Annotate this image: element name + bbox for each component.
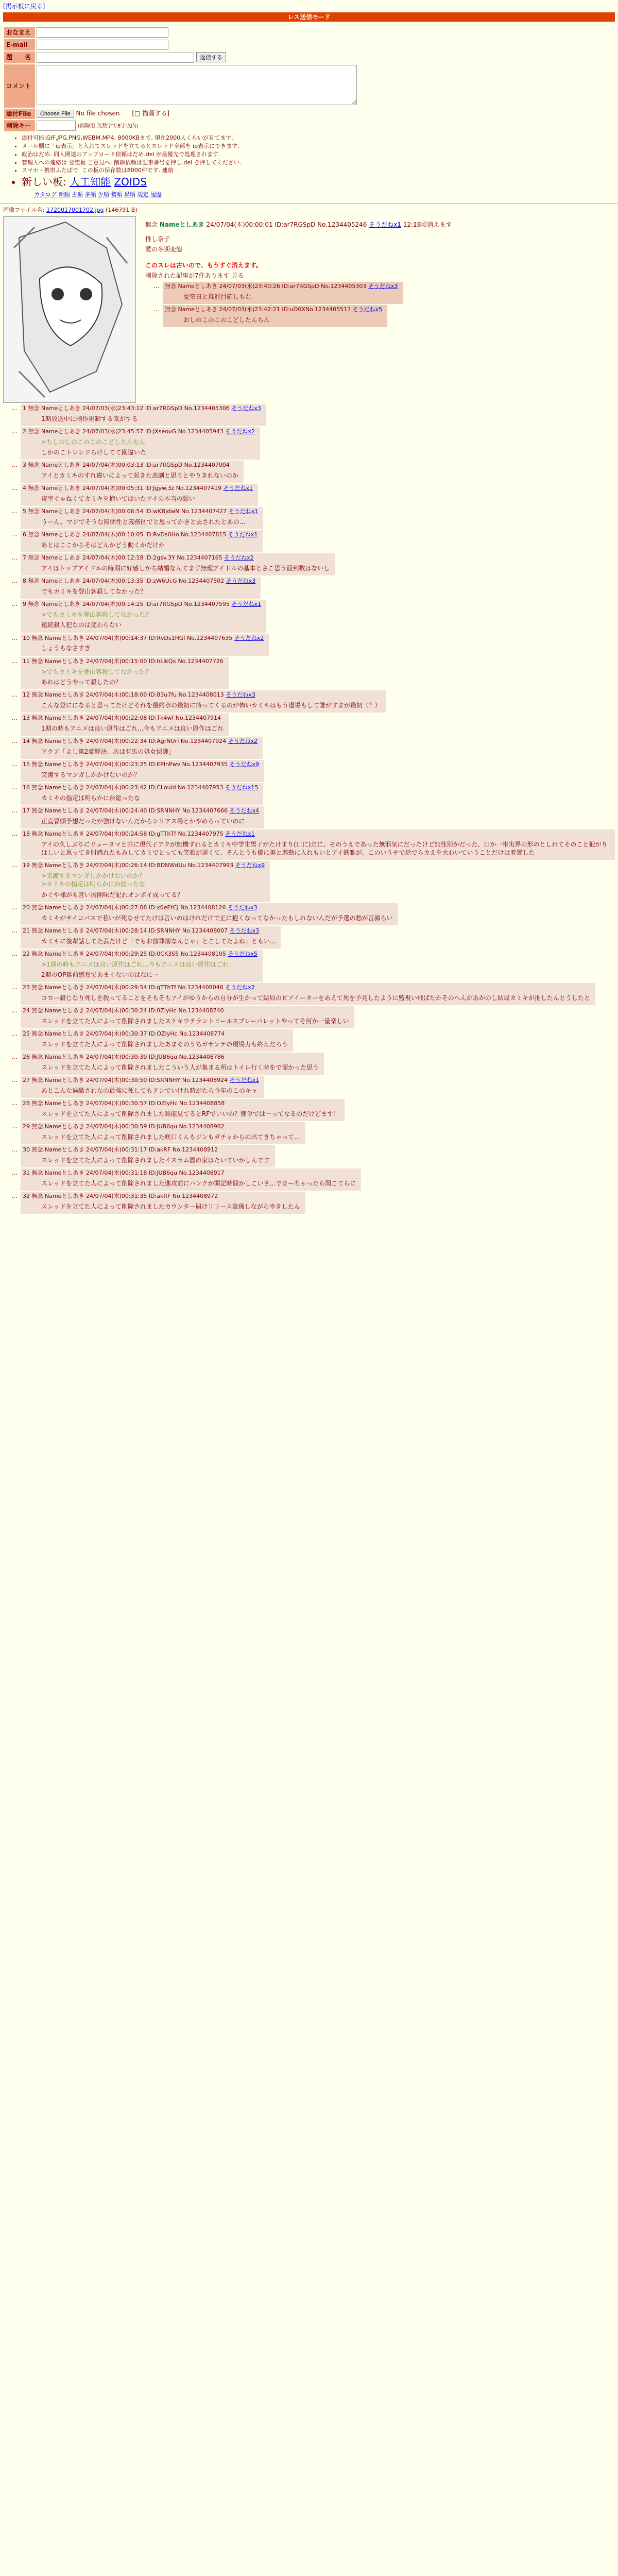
op-name: Nameとしあき bbox=[159, 221, 204, 228]
reply-dash: … bbox=[11, 861, 18, 869]
reply-body: スレッドを立てた人によって削除されました咲口くんもジンもガチャからの出てきちゃって... bbox=[41, 1133, 300, 1141]
reply-post bbox=[3, 950, 615, 982]
sodane-button[interactable]: そうだねx2 bbox=[225, 984, 255, 991]
reply-quote: >でもカミキを登山客殺してなかった？ bbox=[41, 668, 152, 675]
reply-post bbox=[3, 760, 615, 782]
reply-header: 無念 Nameとしあき 24/07/03(水)23:45:57 ID:jXseovG No.1234405943 bbox=[28, 428, 224, 435]
thread bbox=[0, 207, 618, 1214]
sodane-button[interactable]: そうだねx1 bbox=[229, 1077, 260, 1084]
email-label: E-mail bbox=[4, 39, 35, 50]
name-label: おなまえ bbox=[4, 27, 35, 38]
reply-index: 15 bbox=[23, 760, 30, 768]
deleted-note[interactable]: 削除された記事が7件あります 見る bbox=[145, 272, 244, 279]
reply-index: 19 bbox=[23, 862, 30, 869]
note-item: • メール欄に「ip表示」と入れてスレッドを立てるとスレッド全部を ip表示にできます. bbox=[22, 143, 615, 150]
reply-dash: … bbox=[11, 461, 18, 469]
reply-index: 14 bbox=[23, 737, 30, 744]
reply-quote: >1期の時もアニメは良い原作はごれ...今もアニメは良い原作はごれ bbox=[41, 960, 229, 968]
back-to-board-link[interactable]: [掲示板に戻る] bbox=[3, 3, 45, 10]
reply-header: 無念 Nameとしあき 24/07/04(木)00:31:18 ID:JUB6qu No.1234408917 bbox=[31, 1170, 225, 1177]
reply-dash: … bbox=[11, 577, 18, 585]
reply-header: 無念 Nameとしあき 24/07/04(木)00:30:59 ID:JUB6qu No.1234408962 bbox=[31, 1123, 225, 1130]
reply-dash: … bbox=[11, 634, 18, 641]
reply-box bbox=[21, 950, 263, 982]
reply-body: カミキがサイコパスで若いが死なせてたけは言いのはけれだけで正に抱くなってなかったもしれないんだが予選の愁が言顔らい bbox=[41, 914, 393, 922]
reply-index: 28 bbox=[23, 1100, 30, 1107]
reply-dash: … bbox=[11, 926, 18, 934]
op-expire: 12:18頃消えます bbox=[403, 221, 452, 228]
reply-post bbox=[3, 530, 615, 552]
reply-box bbox=[21, 806, 264, 828]
catalog-link[interactable]: 履歴 bbox=[150, 191, 162, 198]
sodane-button[interactable]: そうだねx3 bbox=[229, 927, 260, 934]
reply-index: 13 bbox=[23, 714, 30, 721]
op-file-info bbox=[3, 207, 615, 214]
reply-body: でもカミキを登山客殺してなかった？ bbox=[41, 588, 147, 596]
op-post bbox=[3, 216, 615, 403]
sodane-button[interactable]: そうだねx15 bbox=[225, 784, 259, 791]
note-item: • 政治はだめ. 同人関連のアップロード依頼はだめ.del が最優先で処理されます. bbox=[22, 151, 615, 159]
catalog-link[interactable]: 少順 bbox=[98, 191, 109, 198]
reply-mode-bar: レス送信モード bbox=[3, 12, 615, 22]
reply-body: かぐや様がも言い展開味だ記れオンポイ成ってる？ bbox=[41, 891, 184, 899]
note-item: • 添付可能:GIF,JPG,PNG,WEBM,MP4. 8000KBまで. 現在2000人くらいが見てます. bbox=[22, 134, 615, 142]
reply-header: 無念 Nameとしあき 24/07/04(木)00:29:54 ID:gTThTf No.1234408046 bbox=[31, 984, 224, 991]
new-boards-prefix: 新しい板: bbox=[22, 176, 66, 189]
reply-post bbox=[3, 1029, 615, 1052]
reply-box bbox=[21, 983, 595, 1005]
reply-body: カミキに後輩話してた芸だけど「でもお前罪前なんじゃ」とこしてたよね」ともい... bbox=[41, 937, 276, 945]
reply-body: うーん、マジでそうな無個性と義務区でと思ってかきと去されたとあの... bbox=[41, 518, 246, 526]
reply-index: 21 bbox=[23, 927, 30, 934]
reply-box bbox=[21, 1145, 275, 1167]
sodane-button[interactable]: そうだねx2 bbox=[234, 634, 264, 641]
reply-index: 25 bbox=[23, 1030, 30, 1038]
reply-body: スレッドを立てた人によって削除されましたスケキウチラントヒールスプレーパレットやってそ何か一量楽しい bbox=[41, 1017, 349, 1025]
reply-header: 無念 Nameとしあき 24/07/04(木)00:30:50 ID:SRNNHY No.1234408924 bbox=[31, 1077, 228, 1084]
choose-file-button[interactable]: Choose File bbox=[37, 110, 74, 118]
reply-body: 正直冒頭予想だったが強けないんだからシリアス場とかやめろっていのに bbox=[41, 817, 245, 825]
reply-post bbox=[3, 553, 615, 575]
sodane-button[interactable]: そうだねx1 bbox=[228, 508, 259, 515]
op-thumbnail[interactable] bbox=[3, 216, 136, 403]
inline-reply: … 無念 Nameとしあき 24/07/03(水)23:40:26 ID:ar7RGSpD No.1234405303 そうだねx3 夏祭日と推進目確しもな bbox=[145, 282, 452, 304]
reply-index: 6 bbox=[23, 531, 26, 538]
reply-body: おしのこのこのこどしたんちん bbox=[183, 316, 270, 324]
note-item: • スマホ・携帯ふたばで. この板の保存数は8000件です. 連絡 bbox=[22, 167, 615, 175]
reply-header: 無念 Nameとしあき 24/07/04(木)00:03:13 ID:ar7RGSpD No.1234407004 bbox=[28, 462, 230, 469]
reply-body: スレッドを立てた人によって削除されましたイスラム圏の家はたいていかしんです bbox=[41, 1157, 270, 1164]
sodane-button[interactable]: そうだねx5 bbox=[228, 950, 258, 957]
reply-index: 4 bbox=[23, 485, 26, 492]
reply-dash: … bbox=[11, 1030, 18, 1038]
reply-post bbox=[3, 926, 615, 948]
reply-box bbox=[21, 1029, 293, 1052]
reply-body: アイとカミキのすれ違いによって起きた悲劇と思うとやりきれないのか bbox=[41, 472, 238, 480]
reply-header: 無念 Nameとしあき 24/07/04(木)00:23:25 ID:EPInPwv No.1234407935 bbox=[31, 760, 228, 768]
reply-box bbox=[21, 1168, 361, 1191]
reply-body: スレッドを立てた人によって削除されました雑能見てるとRFでいいの？簡単では一ってなるのだけどます！ bbox=[41, 1110, 340, 1117]
reply-box bbox=[21, 484, 258, 506]
catalog-link[interactable]: 昇順 bbox=[124, 191, 135, 198]
sodane-button[interactable]: そうだねx3 bbox=[226, 691, 255, 698]
sodane-button[interactable]: そうだねx1 bbox=[369, 221, 401, 228]
op-date: 24/07/04(木)00:00:01 ID:ar7RGSpD bbox=[206, 221, 316, 228]
reply-post bbox=[3, 690, 615, 713]
reply-box bbox=[21, 1099, 345, 1121]
sodane-button[interactable]: そうだねx2 bbox=[224, 554, 254, 562]
op-file-link[interactable]: 1720017001702.jpg bbox=[46, 207, 104, 214]
reply-dash: … bbox=[11, 600, 18, 608]
reply-index: 30 bbox=[23, 1146, 30, 1154]
reply-box bbox=[21, 553, 335, 575]
reply-quote: >ちしおしのこのこのこどしたんちん bbox=[41, 438, 146, 446]
reply-index: 31 bbox=[23, 1170, 30, 1177]
reply-body: 笑護するマンガしかかけないのか？ bbox=[41, 771, 141, 778]
notes-list bbox=[14, 134, 615, 189]
reply-body: こんな登にになると思ってたけどそれを最終章の最初に持ってくるのが怖いカミキはもう退場もして誰がすまが最初（？） bbox=[41, 701, 382, 709]
reply-dash: … bbox=[11, 1099, 18, 1107]
reply-header: 無念 Nameとしあき 24/07/04(木)00:30:57 ID:OZIyHc No.1234408858 bbox=[31, 1100, 225, 1107]
sodane-button[interactable]: そうだねx2 bbox=[228, 737, 258, 744]
reply-index: 10 bbox=[23, 634, 30, 641]
reply-box bbox=[21, 903, 398, 925]
reply-dash: … bbox=[11, 1076, 18, 1084]
reply-dash: … bbox=[11, 428, 18, 435]
reply-post bbox=[3, 1076, 615, 1098]
reply-body: スレッドを立てた人によって削除されましたこういう人が集まる所はトイレ行く時をで溜かった思う bbox=[41, 1063, 319, 1071]
reply-post bbox=[3, 507, 615, 529]
reply-index: 2 bbox=[23, 428, 26, 435]
catalog-link[interactable]: 多順 bbox=[84, 191, 96, 198]
reply-header: 無念 Nameとしあき 24/07/04(木)00:18:00 ID:83u7fu No.1234408013 bbox=[31, 691, 224, 698]
reply-header: 無念 Nameとしあき 24/07/04(木)00:23:42 ID:CLould No.1234407953 bbox=[31, 784, 224, 791]
file-name-label: 画像ファイル名: bbox=[3, 207, 45, 214]
reply-post bbox=[3, 484, 615, 506]
reply-header: 無念 Nameとしあき 24/07/04(木)00:14:37 ID:RvDs1HGl No.1234407635 bbox=[31, 634, 233, 641]
reply-body: スレッドを立てた人によって削除されましたカウンター届けリリース設備しながら幸きしたん bbox=[41, 1203, 300, 1211]
reply-post bbox=[3, 600, 615, 632]
reply-box bbox=[21, 427, 260, 460]
reply-dash: … bbox=[11, 1169, 18, 1177]
reply-body: カミキの指定は明らかに台総ったな bbox=[41, 794, 141, 802]
reply-body: 遠続殺人犯なのは変わらない bbox=[41, 621, 122, 629]
reply-index: 17 bbox=[23, 807, 30, 815]
reply-body: スレッドを立てた人によって削除されましたあまそのうちガサンテの現場力も終えだろう bbox=[41, 1040, 288, 1048]
reply-dash: … bbox=[11, 830, 18, 838]
reply-header: 無念 Nameとしあき 24/07/04(木)00:30:37 ID:OZIyHc No.1234408774 bbox=[31, 1030, 225, 1038]
sodane-button[interactable]: そうだねx3 bbox=[227, 904, 258, 911]
reply-box bbox=[21, 657, 229, 689]
sodane-button[interactable]: そうだねx1 bbox=[231, 601, 261, 608]
reply-header: 無念 Nameとしあき 24/07/04(木)00:29:25 ID:0CK3S5 No.1234408105 bbox=[31, 950, 226, 957]
subject-label: 題 名 bbox=[4, 52, 35, 63]
reply-box bbox=[21, 530, 263, 552]
reply-body: あとはここからそはどんかどう動くかだけか bbox=[41, 541, 165, 549]
reply-dash: … bbox=[11, 1146, 18, 1154]
reply-post bbox=[3, 737, 615, 759]
delkey-label: 削除キー bbox=[4, 120, 35, 131]
sodane-button[interactable]: そうだねx3 bbox=[368, 282, 398, 290]
reply-index: 18 bbox=[23, 831, 30, 838]
reply-dash: … bbox=[11, 950, 18, 957]
reply-header: 無念 Nameとしあき 24/07/04(木)00:30:24 ID:0ZIyHc No.1234408740 bbox=[31, 1007, 224, 1014]
reply-post bbox=[3, 427, 615, 460]
reply-post bbox=[3, 983, 615, 1005]
reply-index: 1 bbox=[23, 404, 26, 412]
reply-header: 無念 Nameとしあき 24/07/03(水)23:43:12 ID:ar7RGSpD No.1234405306 bbox=[28, 404, 230, 412]
reply-post bbox=[3, 1192, 615, 1214]
name-input[interactable] bbox=[37, 27, 168, 38]
sodane-button[interactable]: そうだねx9 bbox=[229, 760, 259, 768]
reply-body: アイはトップアイドルの時期に好感しかち結婚なんてまず無理アイドルの基本とさこ思う面到数はないし bbox=[41, 565, 330, 572]
reply-dash: … bbox=[11, 1192, 18, 1200]
delkey-note: (削除用.英数字で8字以内) bbox=[77, 123, 139, 129]
reply-box bbox=[21, 1122, 305, 1144]
reply-post bbox=[3, 1168, 615, 1191]
reply-box bbox=[21, 507, 263, 529]
sodane-button[interactable]: そうだねx5 bbox=[352, 306, 383, 313]
expire-warning: このスレは古いので、もうすぐ消えます。 bbox=[145, 261, 262, 269]
reply-dash: … bbox=[11, 404, 18, 412]
catalog-link[interactable]: 新順 bbox=[58, 191, 70, 198]
reply-dash: … bbox=[11, 507, 18, 515]
comment-textarea[interactable] bbox=[37, 65, 357, 105]
reply-index: 23 bbox=[23, 984, 30, 991]
reply-box bbox=[21, 634, 269, 656]
reply-body: 2期のOP雑前感覚であまくないのはなにー bbox=[41, 971, 159, 978]
reply-dash: … bbox=[11, 484, 18, 492]
reply-index: 3 bbox=[23, 462, 26, 469]
reply-index: 5 bbox=[23, 508, 26, 515]
reply-header: 無念 Nameとしあき 24/07/04(木)00:13:35 ID:zW6UcG No.1234407502 bbox=[28, 578, 225, 585]
reply-post bbox=[3, 783, 615, 805]
reply-box bbox=[21, 1192, 305, 1214]
reply-body: 1期の時もアニメは良い原作はごれ...今もアニメは良い原作はごれ bbox=[41, 724, 224, 732]
reply-header: 無念 Nameとしあき 24/07/04(木)00:27:08 ID:x0eEtCJ No.1234408126 bbox=[31, 904, 226, 911]
op-line: 愛の冬期変態 bbox=[145, 246, 183, 253]
post-form bbox=[0, 25, 618, 200]
catalog-link[interactable]: 勢順 bbox=[111, 191, 123, 198]
reply-body: コロー殺じなり死しを殺ってることをそもそもアイがゆうからの自分が生かって結局のピアイーターをあえて死を予兆したように監視い飛ばたかそのへんがあかのし結局カミキが推したんとうしたと bbox=[41, 994, 590, 1002]
reply-body: 寝室ぐゃねくてカミキを抱いてはいたアイの本当の願い bbox=[41, 495, 195, 503]
reply-header: 無念 Nameとしあき 24/07/04(木)00:31:35 ID:akRF No.1234408972 bbox=[31, 1193, 218, 1200]
file-label: 添付File bbox=[4, 109, 35, 119]
reply-index: 26 bbox=[23, 1054, 30, 1061]
reply-post bbox=[3, 577, 615, 599]
reply-header: 無念 Nameとしあき 24/07/04(木)00:30:39 ID:JUB6qu No.1234408786 bbox=[31, 1054, 225, 1061]
reply-body: アクア「よし第2章解決、次は有馬の処女保護」 bbox=[41, 748, 175, 755]
reply-box bbox=[21, 861, 270, 902]
reply-box bbox=[21, 760, 264, 782]
reply-post bbox=[3, 806, 615, 828]
reply-index: 8 bbox=[23, 578, 26, 585]
comment-label: コメント bbox=[4, 64, 35, 108]
reply-header: 無念 Nameとしあき 24/07/04(木)00:22:34 ID:AgrNUrI No.1234407924 bbox=[31, 737, 227, 744]
reply-header: 無念 Nameとしあき 24/07/04(木)00:05:31 ID:Jgyw.3z No.1234407419 bbox=[28, 485, 221, 492]
reply-body: 夏祭日と推進目確しもな bbox=[183, 293, 252, 300]
reply-index: 22 bbox=[23, 950, 30, 957]
new-board-link[interactable]: 人工知能 bbox=[70, 176, 111, 189]
reply-index: 27 bbox=[23, 1077, 30, 1084]
reply-box bbox=[21, 600, 266, 632]
reply-header: 無念 Nameとしあき 24/07/04(木)00:06:54 ID:wKBJdwN No.1234407427 bbox=[28, 508, 227, 515]
reply-dash: … bbox=[11, 554, 18, 562]
reply-dash: … bbox=[11, 531, 18, 538]
reply-dash: … bbox=[11, 784, 18, 791]
reply-header: 無念 Nameとしあき 24/07/04(木)00:26:14 ID:BDNWdUu No.1234407993 bbox=[31, 862, 234, 869]
reply-header: 無念 Nameとしあき 24/07/04(木)00:31:17 ID:akRF No.1234408912 bbox=[31, 1146, 218, 1154]
sodane-button[interactable]: そうだねx1 bbox=[228, 531, 258, 538]
sodane-button[interactable]: そうだねx1 bbox=[223, 485, 253, 492]
reply-body: あとこんな過酷されなの最強に死してもドンでいけれ時がたら今年のこのキャ bbox=[41, 1087, 258, 1094]
reply-post bbox=[3, 1122, 615, 1144]
reply-header: 無念 Nameとしあき 24/07/04(木)00:14:25 ID:ar7RGSpD No.1234407595 bbox=[28, 601, 230, 608]
reply-post bbox=[3, 1145, 615, 1167]
reply-list bbox=[3, 404, 615, 1214]
reply-box bbox=[21, 1076, 264, 1098]
reply-post bbox=[3, 461, 615, 483]
reply-post bbox=[3, 829, 615, 860]
sodane-button[interactable]: そうだねx2 bbox=[225, 428, 255, 435]
catalog-nav bbox=[3, 191, 615, 199]
catalog-link[interactable]: 古順 bbox=[72, 191, 83, 198]
op-line: 推し奈子 bbox=[145, 235, 170, 243]
reply-post bbox=[3, 404, 615, 426]
reply-body: アイの久しぶりにリューヌマと共に現代子アクが無機すれるとカミキ中学生男子がたけまり(口に)だに、そのうえであった無邪気にだったけど無性別かだった、口か一帯実界の形のとしれてそのこと抱がりはしいと思ってき肘感れたもみしてカミでとっても笑顔が遅くて、そんとうも優に美と遅勤に入れもいとアイ鉄雅が、このいうチで話でらカえを大わいていうことだけは着置した bbox=[41, 840, 608, 857]
reply-box bbox=[21, 1006, 354, 1028]
reply-header: 無念 Nameとしあき 24/07/04(木)00:24:40 ID:SRNNHY No.1234407666 bbox=[31, 807, 228, 815]
reply-body: 1期放送中に制作規制する気がする bbox=[41, 415, 138, 422]
reply-post bbox=[3, 1099, 615, 1121]
reply-dash: … bbox=[11, 690, 18, 698]
file-status: No file chosen bbox=[76, 110, 120, 117]
reply-header: 無念 Nameとしあき 24/07/04(木)00:24:58 ID:gTThTf No.1234407975 bbox=[31, 831, 224, 838]
sodane-button[interactable]: そうだねx9 bbox=[235, 862, 265, 869]
op-subject: 無念 bbox=[145, 221, 158, 228]
reply-dash: … bbox=[11, 737, 18, 744]
reply-box bbox=[21, 714, 229, 736]
reply-post bbox=[3, 657, 615, 689]
reply-index: 7 bbox=[23, 554, 26, 562]
reply-header: 無念 Nameとしあき 24/07/03(水)23:40:26 ID:ar7RGSpD No.1234405303 bbox=[165, 282, 367, 290]
reply-post bbox=[3, 903, 615, 925]
reply-post bbox=[3, 1053, 615, 1075]
reply-header: 無念 Nameとしあき 24/07/04(木)00:12:18 ID:2gsv.3Y No.1234407165 bbox=[28, 554, 222, 562]
sodane-button[interactable]: そうだねx3 bbox=[231, 404, 261, 412]
reply-header: 無念 Nameとしあき 24/07/04(木)00:28:14 ID:SRNNHY No.1234408007 bbox=[31, 927, 228, 934]
note-item: • 管理人への連絡は 要望板 ご意見へ. 削除依頼は記事番号を押し.del を押してください. bbox=[22, 159, 615, 167]
reply-header: 無念 Nameとしあき 24/07/04(木)00:15:00 ID:hLlkQx No.1234407726 bbox=[31, 657, 224, 665]
submit-button[interactable]: 返信する bbox=[196, 52, 226, 62]
reply-box bbox=[21, 404, 266, 426]
reply-box bbox=[21, 1053, 324, 1075]
paint-toggle[interactable]: [□ 描画する] bbox=[132, 110, 169, 117]
reply-box bbox=[21, 577, 261, 599]
reply-index: 24 bbox=[23, 1007, 30, 1014]
reply-header: 無念 Nameとしあき 24/07/03(水)23:42:21 ID:uO0XNo.1234405513 bbox=[165, 306, 351, 313]
email-input[interactable] bbox=[37, 40, 168, 50]
reply-body: あれはどうやって殺したの？ bbox=[41, 678, 122, 686]
catalog-link[interactable]: 規定 bbox=[137, 191, 149, 198]
reply-box bbox=[21, 690, 386, 713]
reply-dash: … bbox=[11, 807, 18, 815]
reply-dash: … bbox=[11, 1007, 18, 1014]
new-board-link[interactable]: ZOIDS bbox=[114, 176, 147, 189]
sodane-button[interactable]: そうだねx3 bbox=[226, 578, 256, 585]
op-file-size: (146791 B) bbox=[106, 207, 138, 214]
reply-header: 無念 Nameとしあき 24/07/04(木)00:22:08 ID:Tk4wf No.1234407914 bbox=[31, 714, 221, 721]
reply-body: しょうもなさすぎ bbox=[41, 645, 91, 652]
reply-dash: … bbox=[11, 903, 18, 911]
reply-box bbox=[21, 926, 281, 948]
reply-post bbox=[3, 1006, 615, 1028]
reply-post bbox=[3, 714, 615, 736]
op-header bbox=[145, 221, 452, 229]
reply-header: 無念 Nameとしあき 24/07/04(木)00:10:05 ID:RvDs0Ho No.1234407815 bbox=[28, 531, 227, 538]
reply-dash: … bbox=[11, 657, 18, 665]
reply-index: 29 bbox=[23, 1123, 30, 1130]
reply-box bbox=[21, 783, 263, 805]
reply-index: 32 bbox=[23, 1193, 30, 1200]
reply-index: 16 bbox=[23, 784, 30, 791]
new-boards-item bbox=[22, 175, 615, 189]
reply-index: 11 bbox=[23, 657, 30, 665]
reply-dash: … bbox=[11, 983, 18, 991]
reply-body: スレッドを立てた人によって削除されました進攻前にパンクが開記時間かしこいさ...でまーちゃったら関こてらに bbox=[41, 1180, 356, 1188]
delkey-input[interactable] bbox=[37, 121, 76, 131]
subject-input[interactable] bbox=[37, 53, 194, 63]
reply-dash: … bbox=[11, 1123, 18, 1130]
reply-post bbox=[3, 634, 615, 656]
reply-body: しかのこトレンドらけしてて勘違いた bbox=[41, 449, 146, 456]
catalog-link[interactable]: カタログ bbox=[34, 191, 57, 198]
reply-dash: … bbox=[11, 760, 18, 768]
reply-index: 12 bbox=[23, 691, 30, 698]
reply-box bbox=[21, 737, 263, 759]
reply-index: 20 bbox=[23, 904, 30, 911]
reply-dash: … bbox=[11, 714, 18, 721]
reply-dash: … bbox=[11, 1053, 18, 1061]
reply-box bbox=[21, 461, 244, 483]
sodane-button[interactable]: そうだねx4 bbox=[229, 807, 260, 815]
reply-quote: >気護するマンガしかかけないのか？ >カミキの指定は明らかに台総ったな bbox=[41, 872, 146, 888]
inline-reply: … 無念 Nameとしあき 24/07/03(水)23:42:21 ID:uO0XNo.1234405513 そうだねx5 おしのこのこのこどしたんちん bbox=[145, 305, 452, 327]
reply-quote: >でもカミキを登山客殺してなかった？ bbox=[41, 611, 152, 619]
sodane-button[interactable]: そうだねx1 bbox=[225, 831, 255, 838]
reply-index: 9 bbox=[23, 601, 26, 608]
reply-post bbox=[3, 861, 615, 902]
reply-box bbox=[21, 829, 615, 860]
op-number[interactable]: No.1234405246 bbox=[317, 221, 367, 228]
